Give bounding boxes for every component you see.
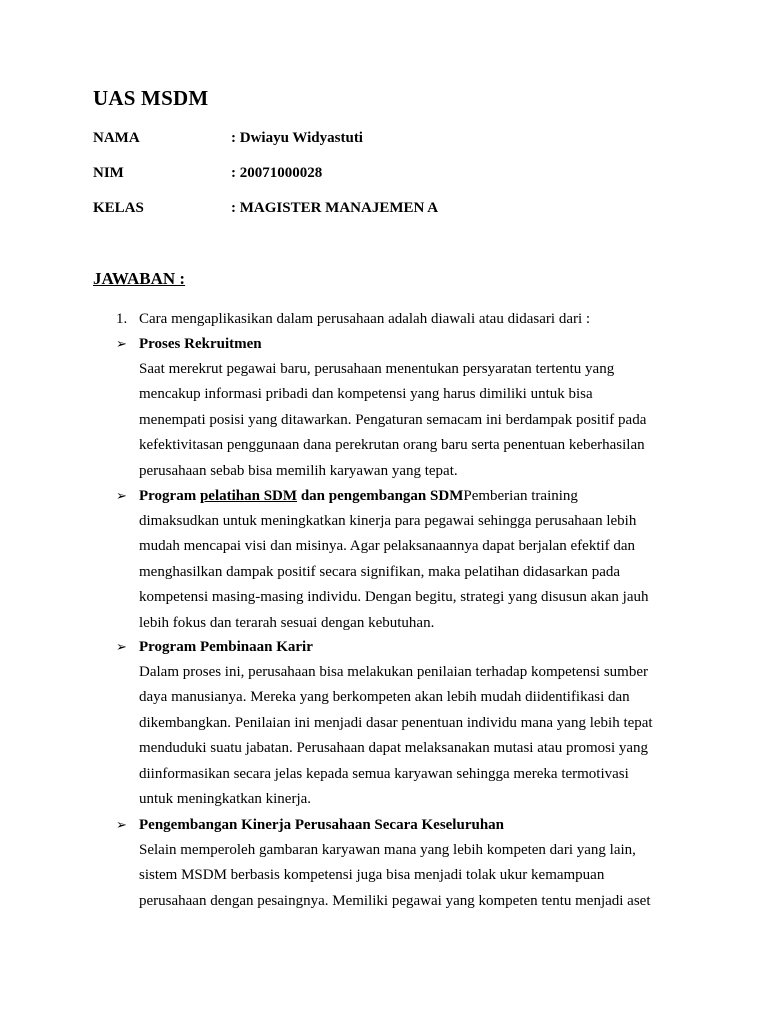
list-item-1 [116, 307, 590, 332]
paragraph-line: kefektivitasan penggunaan dana perekrutan orang baru serta penentuan keberhasilan [139, 437, 645, 454]
nim-value: : 20071000028 [231, 165, 323, 181]
arrow-bullet-icon: ➢ [116, 489, 127, 504]
paragraph-line: Dalam proses ini, perusahaan bisa melakukan penilaian terhadap kompetensi sumber [139, 664, 649, 680]
paragraph-line: menempati posisi yang ditawarkan. Pengaturan semacam ini berdampak positif pada [139, 411, 647, 428]
arrow-bullet-icon: ➢ [116, 640, 127, 655]
paragraph-line: Selain memperoleh gambaran karyawan mana yang lebih kompeten dari yang lain, [139, 842, 636, 858]
jawaban-heading: JAWABAN : [93, 269, 186, 288]
section-heading-part: dan pengembangan SDM [297, 488, 464, 504]
bullet-proses-rekruitmen [116, 332, 262, 357]
paragraph-line: perusahaan dengan pesaingnya. Memiliki pegawai yang kompeten tentu menjadi aset [139, 892, 651, 909]
paragraph-line: daya manusianya. Mereka yang berkompeten akan lebih mudah diidentifikasi dan [139, 689, 630, 706]
section-paragraph [139, 660, 659, 812]
paragraph-line: Saat merekrut pegawai baru, perusahaan menentukan persyaratan tertentu yang [139, 361, 615, 377]
paragraph-line: diinformasikan secara jelas kepada semua karyawan sehingga mereka termotivasi [139, 765, 629, 782]
arrow-bullet-icon: ➢ [116, 818, 127, 833]
section-paragraph [139, 357, 659, 484]
arrow-bullet-icon: ➢ [116, 337, 127, 352]
paragraph-line: lebih fokus dan terarah sesuai dengan kebutuhan. [139, 614, 435, 631]
list-item-text: Cara mengaplikasikan dalam perusahaan adalah diawali atau didasari dari : [139, 311, 591, 327]
bullet-pengembangan-kinerja [116, 813, 504, 838]
paragraph-line: dimaksudkan untuk meningkatkan kinerja para pegawai sehingga perusahaan lebih [139, 513, 637, 529]
section-heading: Proses Rekruitmen [139, 336, 262, 352]
kelas-label: KELAS [93, 200, 144, 216]
section-heading-tail: Pemberian training [463, 488, 578, 504]
paragraph-line: mudah mencapai visi dan misinya. Agar pelaksanaannya dapat berjalan efektif dan [139, 538, 636, 555]
nama-label: NAMA [93, 130, 140, 146]
kelas-value: : MAGISTER MANAJEMEN A [231, 200, 439, 216]
paragraph-line: dikembangkan. Penilaian ini menjadi dasar penentuan individu mana yang lebih tepat [139, 714, 653, 731]
section-heading: Program Pembinaan Karir [139, 639, 313, 655]
section-paragraph [139, 509, 659, 636]
paragraph-line: mencakup informasi pribadi dan kompetensi yang harus dimiliki untuk bisa [139, 386, 593, 403]
section-paragraph [139, 838, 659, 914]
section-heading: Pengembangan Kinerja Perusahaan Secara Keseluruhan [139, 817, 505, 833]
list-number: 1. [116, 311, 128, 327]
nama-value: : Dwiayu Widyastuti [231, 130, 363, 146]
paragraph-line: untuk meningkatkan kinerja. [139, 791, 312, 808]
paragraph-line: sistem MSDM berbasis kompetensi juga bisa menjadi tolak ukur kemampuan [139, 867, 605, 884]
bullet-program-pembinaan-karir [116, 635, 313, 660]
document-title: UAS MSDM [93, 86, 209, 110]
paragraph-line: menghasilkan dampak positif secara signifikan, maka pelatihan didasarkan pada [139, 563, 621, 580]
bullet-program-pelatihan [116, 484, 578, 509]
paragraph-line: kompetensi masing-masing individu. Dengan begitu, strategi yang disusun akan jauh [139, 589, 649, 606]
nim-label: NIM [93, 165, 124, 181]
paragraph-line: perusahaan sebab bisa memilih karyawan yang tepat. [139, 462, 458, 479]
section-heading-underlined: pelatihan SDM [199, 488, 298, 504]
paragraph-line: menduduki suatu jabatan. Perusahaan dapat melaksanakan mutasi atau promosi yang [139, 740, 649, 757]
section-heading-part: Program [139, 488, 200, 504]
